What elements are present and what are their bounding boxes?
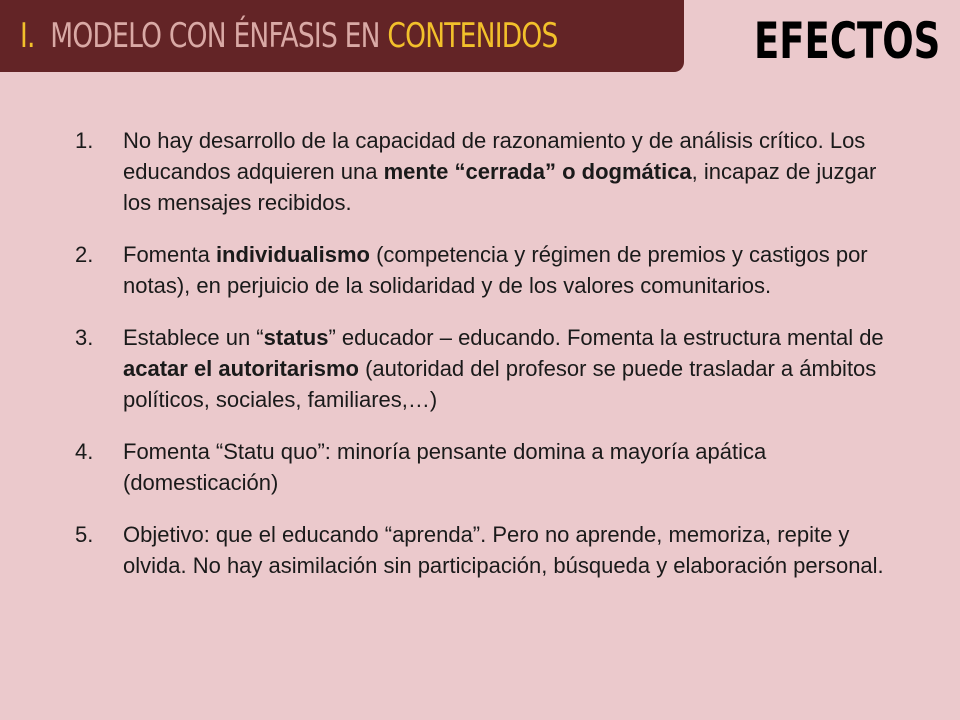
effect-number: 4. [75, 439, 94, 464]
effect-text [123, 439, 766, 495]
effect-emphasis: acatar el autoritarismo [123, 356, 359, 381]
effect-emphasis: mente “cerrada” o dogmática [383, 159, 692, 184]
effect-text [123, 128, 876, 215]
effect-item [72, 125, 892, 218]
effect-text [123, 242, 868, 298]
effect-text-segment: Establece un “ [123, 325, 264, 350]
effect-item [72, 519, 892, 581]
effect-item [72, 436, 892, 498]
effects-list [72, 125, 892, 602]
effect-emphasis: individualismo [215, 242, 370, 267]
header-title [20, 10, 558, 62]
effect-emphasis: status [263, 325, 329, 350]
header-title-accent: CONTENIDOS [387, 16, 558, 56]
effect-text-segment: ” educador – educando. Fomenta la estructura mental de [328, 325, 884, 350]
side-title: EFECTOS [754, 12, 941, 70]
header-number: I. [20, 16, 35, 56]
effect-text-segment: , incapaz de juzgar los mensajes recibidos. [123, 159, 877, 215]
effect-number: 2. [75, 242, 94, 267]
effect-text [123, 325, 884, 412]
effect-number: 3. [75, 325, 94, 350]
effect-text-segment: No hay desarrollo de la capacidad de razonamiento y de análisis crítico. Los educandos adquieren una [123, 128, 866, 184]
effect-text [123, 522, 884, 578]
effect-text-segment: Fomenta [123, 242, 216, 267]
header-title-main: MODELO CON ÉNFASIS EN [50, 16, 380, 56]
effect-text-segment: Fomenta “Statu quo”: minoría pensante domina a mayoría apática (domesticación) [123, 439, 767, 495]
effect-text-segment: (autoridad del profesor se puede trasladar a ámbitos políticos, sociales, familiares,…) [123, 356, 877, 412]
effect-number: 5. [75, 522, 94, 547]
effect-text-segment: (competencia y régimen de premios y castigos por notas), en perjuicio de la solidaridad y de los valores comunitarios. [123, 242, 868, 298]
effect-number: 1. [75, 128, 94, 153]
effect-item [72, 322, 892, 415]
header-bar [0, 0, 684, 72]
effect-text-segment: Objetivo: que el educando “aprenda”. Pero no aprende, memoriza, repite y olvida. No hay asimilación sin participación, búsqueda y elaboración personal. [123, 522, 884, 578]
effect-item [72, 239, 892, 301]
